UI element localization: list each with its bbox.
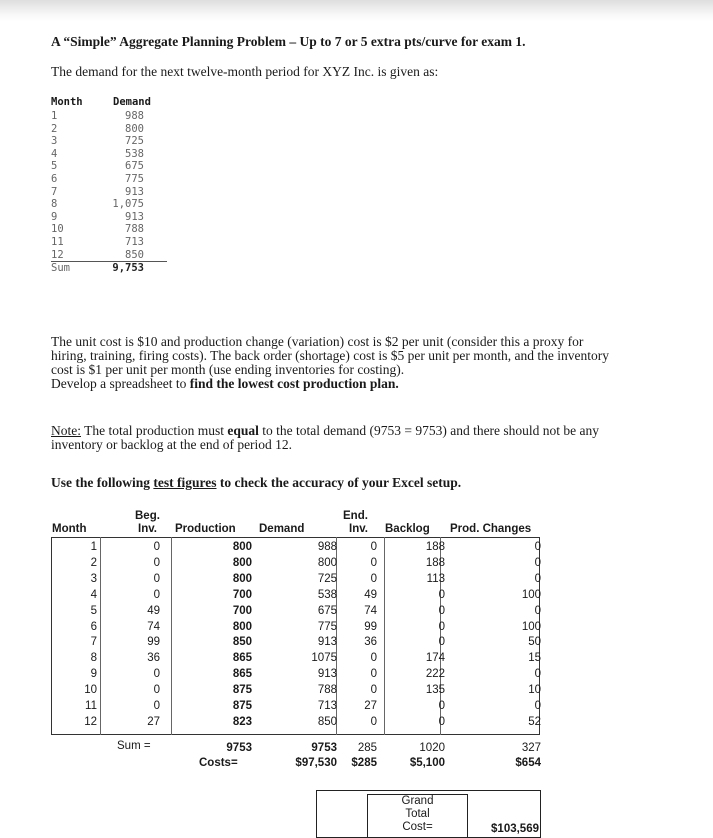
backlog-column-header: Backlog — [385, 523, 430, 535]
cell-beg-inv: 36 — [147, 652, 160, 665]
page-title: A “Simple” Aggregate Planning Problem – Up to 7 or 5 extra pts/curve for exam 1. — [51, 34, 526, 49]
demand-row-month: 11 — [51, 235, 64, 248]
cell-end-inv: 0 — [370, 556, 377, 569]
cell-month: 2 — [90, 556, 97, 569]
cell-prod-changes: 100 — [521, 588, 541, 601]
cell-production: 850 — [232, 636, 252, 649]
cell-prod-changes: 0 — [534, 556, 541, 569]
cell-backlog: 0 — [438, 604, 445, 617]
grand-total-line: Total — [405, 808, 430, 820]
cell-prod-changes: 0 — [534, 700, 541, 712]
test-heading — [51, 475, 461, 491]
cell-demand: 1075 — [311, 652, 337, 665]
cell-production: 823 — [232, 715, 252, 728]
cell-production: 865 — [232, 652, 252, 665]
cell-end-inv: 0 — [370, 541, 377, 553]
cell-month: 5 — [90, 604, 97, 617]
demand-row-month: 10 — [51, 223, 64, 236]
sum-prod-changes: 327 — [521, 742, 541, 754]
cell-demand: 675 — [317, 604, 337, 617]
cell-beg-inv: 0 — [153, 684, 160, 697]
paragraph-line: hiring, training, firing costs). The back order (shortage) cost is $5 per unit per month, and the inventory — [51, 348, 609, 363]
cell-beg-inv: 0 — [153, 700, 160, 712]
cell-prod-changes: 100 — [521, 620, 541, 633]
cell-end-inv: 36 — [364, 636, 377, 649]
demand-row — [51, 148, 167, 161]
test-table-border — [51, 537, 540, 735]
paragraph-line: cost is $1 per unit per month (use ending inventories for costing). — [51, 362, 405, 377]
demand-row — [51, 135, 167, 148]
demand-row-value: 675 — [125, 160, 144, 173]
cell-demand: 725 — [317, 572, 337, 585]
demand-row-value: 538 — [125, 147, 144, 160]
sum-end-inv: 285 — [357, 742, 377, 754]
cell-demand: 713 — [317, 700, 337, 712]
cell-beg-inv: 0 — [153, 541, 160, 553]
demand-column-header: Demand — [259, 523, 305, 535]
cell-prod-changes: 52 — [528, 715, 541, 728]
paragraph-bold: find the lowest cost production plan. — [189, 376, 399, 391]
cost-prod-changes: $654 — [515, 757, 541, 769]
cell-beg-inv: 74 — [147, 620, 160, 633]
cost-end-inv: $285 — [351, 757, 377, 769]
demand-row-month: 1 — [51, 110, 58, 122]
demand-row-month: 8 — [51, 198, 58, 211]
column-divider — [384, 537, 385, 735]
demand-row-value: 913 — [125, 185, 144, 198]
cell-month: 12 — [84, 715, 97, 728]
column-divider — [100, 537, 101, 735]
cell-production: 800 — [232, 541, 252, 553]
cell-demand: 775 — [317, 620, 337, 633]
paragraph-text: Develop a spreadsheet to — [51, 376, 190, 391]
cell-prod-changes: 15 — [528, 652, 541, 665]
demand-row — [51, 198, 167, 211]
demand-row-month: 9 — [51, 210, 58, 223]
note-line: inventory or backlog at the end of period 12. — [51, 437, 293, 452]
demand-row-value: 713 — [125, 235, 144, 248]
demand-row-value: 913 — [125, 210, 144, 223]
cell-end-inv: 74 — [364, 604, 377, 617]
demand-row — [51, 211, 167, 224]
demand-row-month: 4 — [51, 147, 58, 160]
cell-month: 8 — [90, 652, 97, 665]
cell-prod-changes: 0 — [534, 541, 541, 553]
cell-beg-inv: 99 — [147, 636, 160, 649]
cell-demand: 850 — [317, 715, 337, 728]
cell-backlog: 0 — [438, 636, 445, 649]
cell-backlog: 0 — [438, 715, 445, 728]
sum-label: Sum = — [117, 740, 151, 752]
cell-backlog: 0 — [438, 700, 445, 712]
beg-inv-header-bottom: Inv. — [138, 523, 157, 535]
cell-prod-changes: 0 — [534, 668, 541, 681]
cell-month: 11 — [85, 700, 97, 712]
grand-total-label — [367, 795, 468, 834]
cell-end-inv: 0 — [370, 684, 377, 697]
demand-row-value: 850 — [125, 248, 144, 261]
cell-end-inv: 0 — [370, 572, 377, 585]
cell-production: 700 — [232, 588, 252, 601]
demand-row-month: 2 — [51, 122, 58, 135]
problem-description — [51, 335, 696, 391]
cell-beg-inv: 0 — [153, 572, 160, 585]
intro-text: The demand for the next twelve-month period for XYZ Inc. is given as: — [51, 64, 439, 79]
demand-row-value: 800 — [125, 122, 144, 135]
demand-row-month: 12 — [51, 248, 64, 261]
cell-month: 4 — [90, 588, 97, 601]
column-divider — [171, 537, 172, 735]
test-heading-text: Use the following — [51, 475, 154, 490]
cell-month: 9 — [90, 668, 97, 681]
cell-backlog: 188 — [425, 541, 445, 553]
demand-row-month: 7 — [51, 185, 58, 198]
cell-production: 800 — [232, 556, 252, 569]
cell-beg-inv: 27 — [147, 715, 160, 728]
demand-header: Demand — [113, 96, 151, 108]
note-text: to the total demand (9753 = 9753) and there should not be any — [258, 423, 600, 438]
cell-backlog: 0 — [438, 620, 445, 633]
demand-row-value: 1,075 — [112, 198, 144, 211]
demand-row-value: 725 — [125, 135, 144, 148]
note-line — [51, 424, 696, 438]
cell-end-inv: 0 — [370, 652, 377, 665]
demand-row — [51, 249, 167, 263]
cell-beg-inv: 49 — [147, 604, 160, 617]
demand-row — [51, 173, 167, 186]
cell-prod-changes: 50 — [528, 636, 541, 649]
demand-row — [51, 223, 167, 236]
demand-row-month: 6 — [51, 172, 58, 185]
cell-demand: 988 — [317, 541, 337, 553]
production-column-header: Production — [175, 523, 236, 535]
prod-changes-column-header: Prod. Changes — [450, 523, 532, 535]
sum-label: Sum — [51, 262, 70, 275]
month-header: Month — [51, 96, 83, 108]
cell-demand: 538 — [317, 588, 337, 601]
test-heading-text: to check the accuracy of your Excel setup. — [216, 475, 462, 490]
cell-beg-inv: 0 — [153, 588, 160, 601]
demand-sum-row — [51, 262, 167, 275]
demand-row-value: 988 — [125, 110, 144, 122]
demand-row — [51, 236, 167, 249]
cell-beg-inv: 0 — [153, 668, 160, 681]
cell-production: 875 — [232, 700, 252, 712]
cost-demand: $97,530 — [295, 757, 337, 769]
demand-table-header — [51, 96, 167, 110]
cost-backlog: $5,100 — [409, 757, 445, 769]
cell-production: 800 — [232, 572, 252, 585]
cell-beg-inv: 0 — [153, 556, 160, 569]
cell-end-inv: 27 — [364, 700, 377, 712]
cell-month: 7 — [90, 636, 97, 649]
cell-prod-changes: 10 — [528, 684, 541, 697]
cell-end-inv: 0 — [370, 715, 377, 728]
demand-row — [51, 110, 167, 123]
cell-demand: 788 — [317, 684, 337, 697]
grand-total-line: Grand — [401, 795, 434, 807]
demand-table — [51, 96, 167, 275]
grand-total-value: $103,569 — [491, 823, 539, 835]
note-bold: equal — [227, 423, 259, 438]
end-inv-header-top: End. — [343, 510, 368, 522]
paragraph-line — [51, 377, 696, 391]
end-inv-header-bottom: Inv. — [349, 523, 368, 535]
demand-row — [51, 160, 167, 173]
note-text: The total production must — [81, 423, 228, 438]
cell-backlog: 0 — [438, 588, 445, 601]
cell-production: 865 — [232, 668, 252, 681]
cell-month: 10 — [84, 684, 97, 697]
cell-demand: 800 — [317, 556, 337, 569]
cell-prod-changes: 0 — [534, 572, 541, 585]
demand-row-month: 3 — [51, 135, 58, 148]
demand-row — [51, 186, 167, 199]
cell-month: 3 — [90, 572, 97, 585]
sum-production: 9753 — [226, 742, 252, 754]
cell-production: 700 — [232, 604, 252, 617]
cell-production: 800 — [232, 620, 252, 633]
cell-demand: 913 — [317, 636, 337, 649]
cell-end-inv: 0 — [370, 668, 377, 681]
cell-end-inv: 49 — [364, 588, 377, 601]
cell-month: 6 — [90, 620, 97, 633]
cell-backlog: 113 — [426, 572, 445, 585]
demand-row — [51, 123, 167, 136]
cell-backlog: 188 — [425, 556, 445, 569]
demand-row-value: 775 — [125, 172, 144, 185]
paragraph-line: The unit cost is $10 and production change (variation) cost is $2 per unit (consider this a proxy for — [51, 334, 584, 349]
month-column-header: Month — [52, 523, 87, 535]
demand-row-value: 788 — [125, 223, 144, 236]
sum-value: 9,753 — [112, 262, 144, 275]
note-label: Note: — [51, 423, 81, 438]
demand-row-month: 5 — [51, 160, 58, 173]
cell-production: 875 — [232, 684, 252, 697]
note-paragraph — [51, 424, 696, 452]
cell-end-inv: 99 — [364, 620, 377, 633]
cell-month: 1 — [90, 541, 97, 553]
test-figures-link: test figures — [153, 475, 217, 490]
sum-backlog: 1020 — [419, 742, 445, 754]
cell-backlog: 222 — [425, 668, 445, 681]
grand-total-line: Cost= — [402, 821, 433, 833]
costs-label: Costs= — [199, 757, 238, 769]
sum-demand: 9753 — [311, 742, 337, 754]
beg-inv-header-top: Beg. — [135, 510, 160, 522]
cell-backlog: 135 — [425, 684, 445, 697]
cell-demand: 913 — [317, 668, 337, 681]
cell-backlog: 174 — [425, 652, 445, 665]
cell-prod-changes: 0 — [534, 604, 541, 617]
